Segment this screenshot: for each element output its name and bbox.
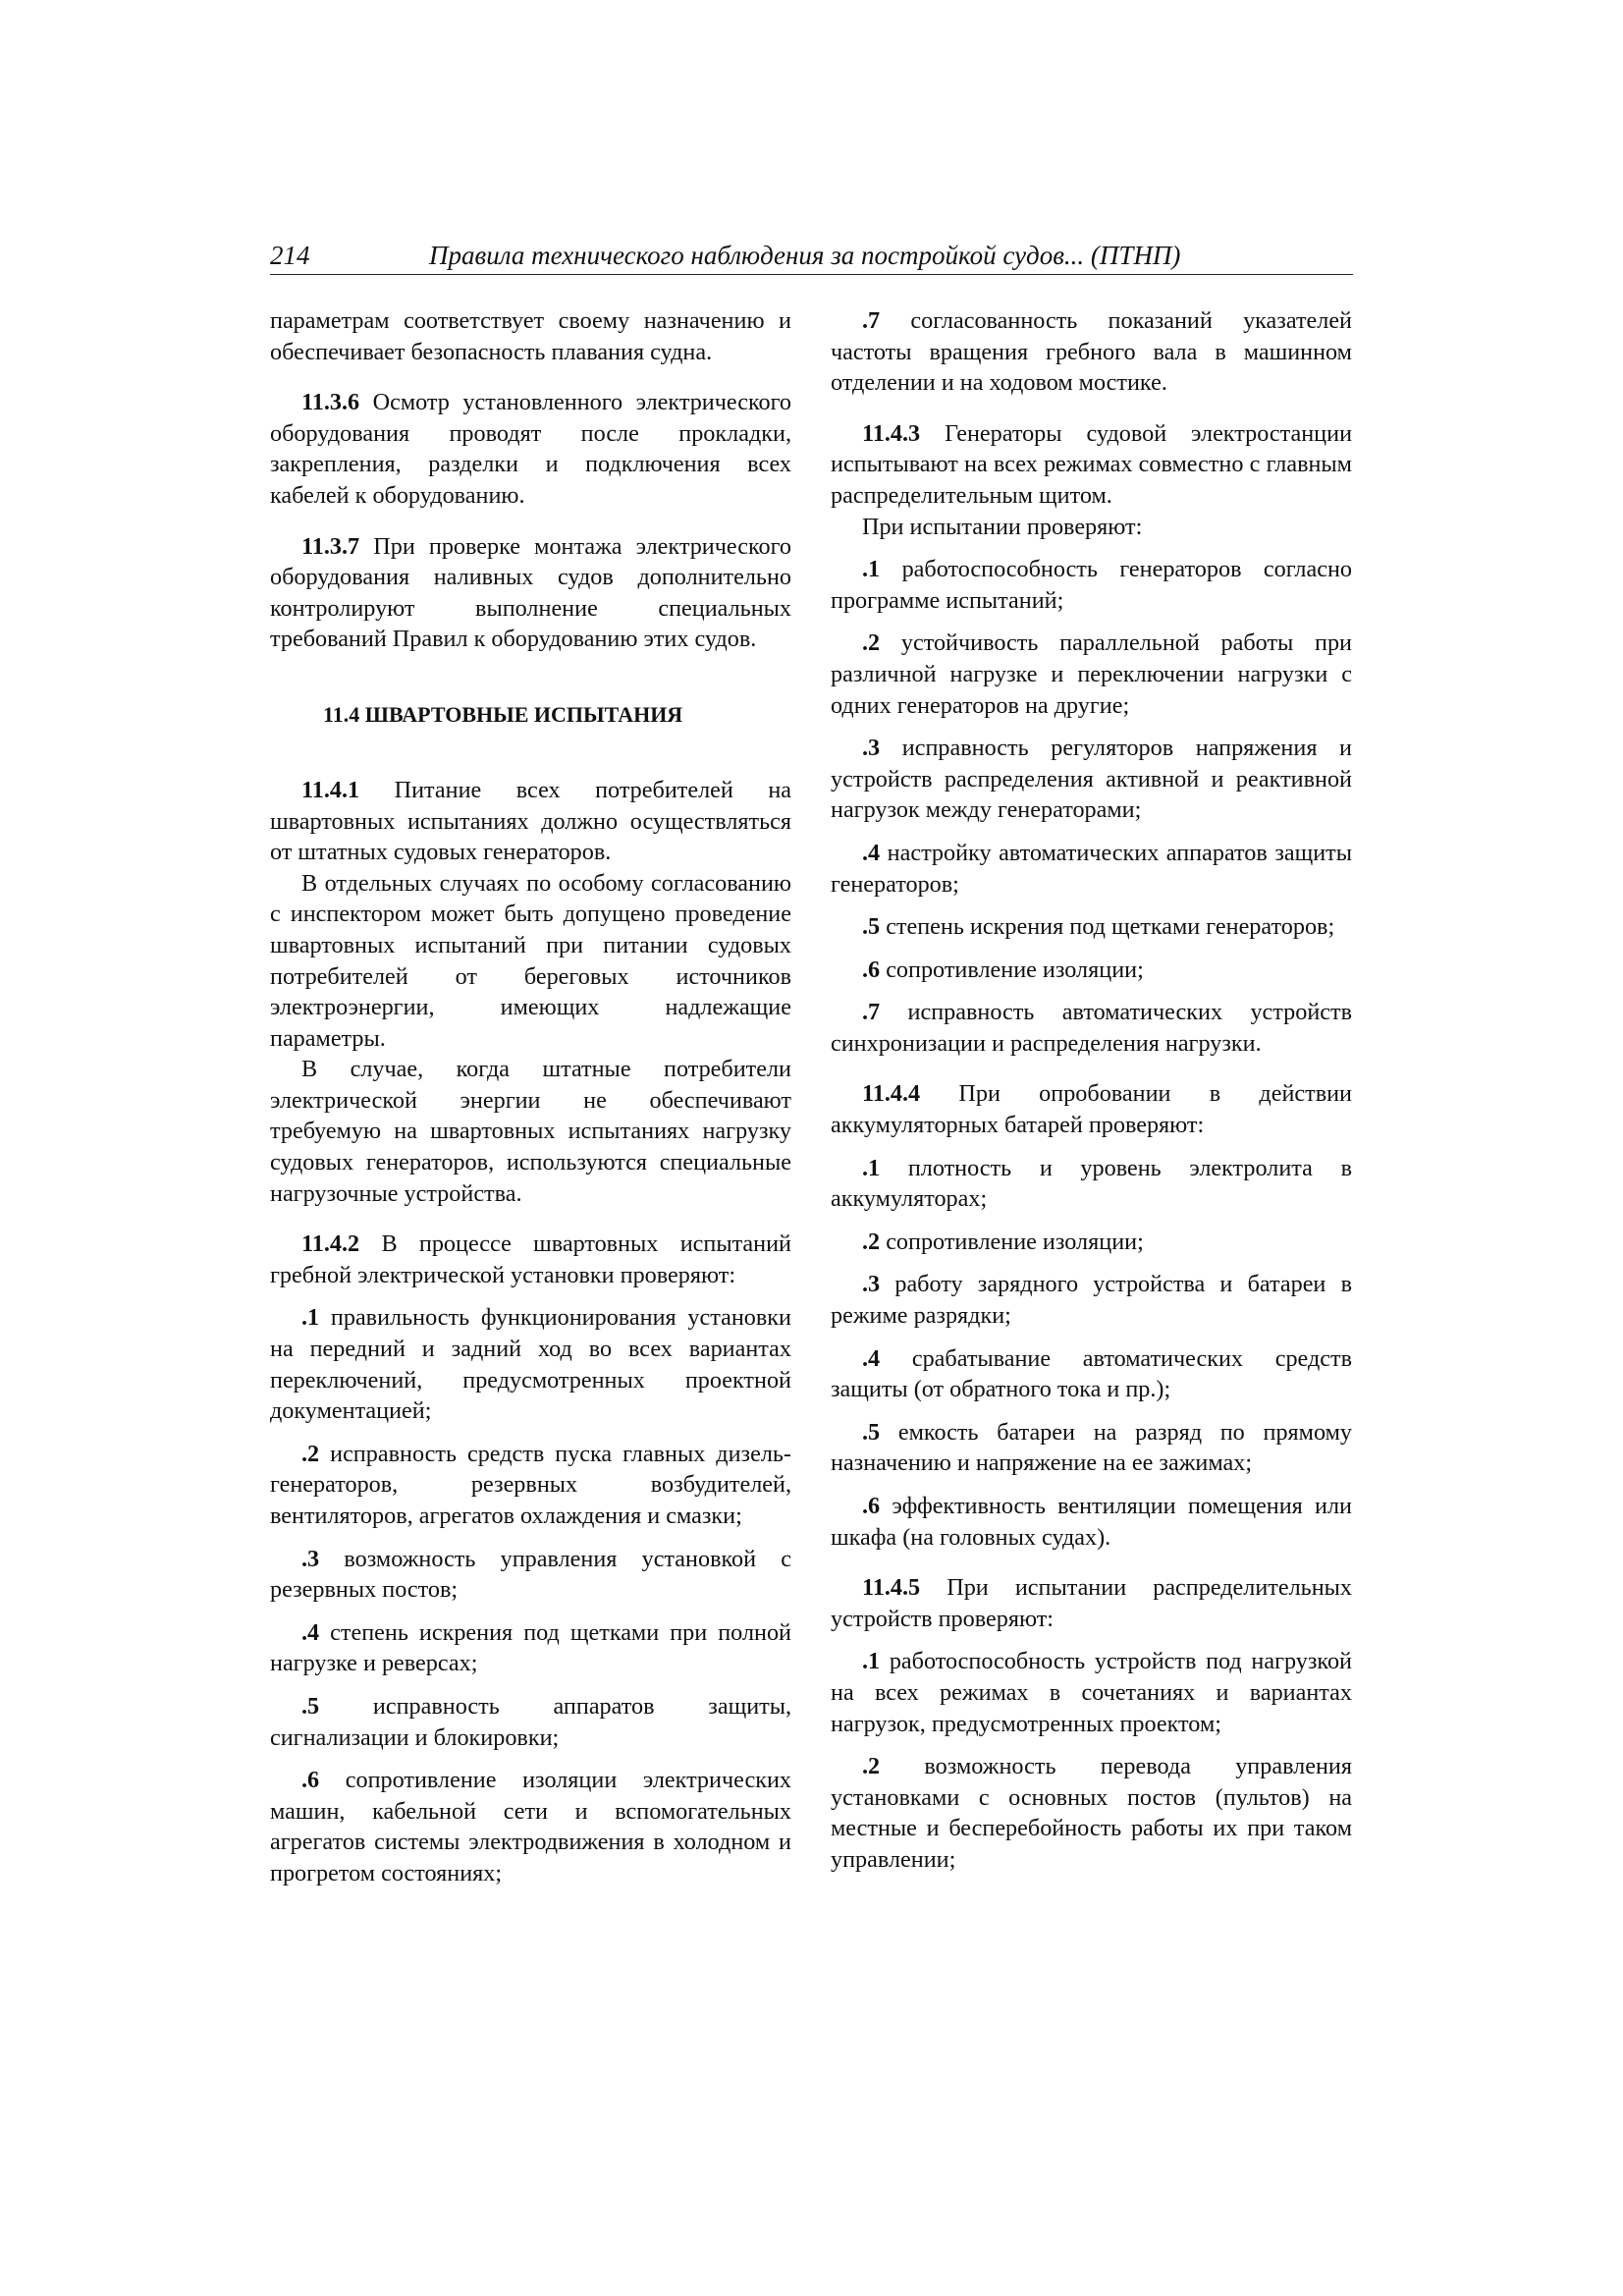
item-text: настройку автоматических аппаратов защиты генераторов; [831,839,1353,898]
list-item [831,1646,1352,1739]
item-number: .2 [301,1440,320,1467]
list-item [270,1302,791,1426]
item-number: .6 [862,1493,881,1519]
paragraph-11-4-5: 11.4.5 При испытании распределительных устройств проверяют: [831,1574,1352,1632]
list-item [270,1617,791,1679]
running-title: Правила технического наблюдения за постройкой судов... (ПТНП) [429,241,1181,270]
item-number: .1 [862,1154,881,1181]
list-item [831,1417,1352,1479]
item-number: .5 [862,1418,881,1446]
clause-number: 11.4.1 [301,776,360,803]
list-item [831,733,1352,826]
list-item [831,955,1352,986]
item-number: .3 [301,1545,320,1572]
item-number: .6 [301,1767,320,1794]
clause-number: 11.3.6 [301,389,360,416]
item-number: .2 [862,629,881,657]
item-number: .5 [301,1692,320,1720]
item-text: возможность перевода управления установками с основных постов (пультов) на местные и бесперебойность работы их при таком управлении; [831,1753,1353,1873]
item-number: .2 [862,1753,881,1780]
item-text: работу зарядного устройства и батареи в режиме разрядки; [831,1271,1352,1330]
paragraph-11-4-4: 11.4.4 При опробовании в действии аккумуляторных батарей проверяют: [831,1080,1353,1139]
item-number: .1 [862,1648,881,1675]
list-item [831,1751,1352,1875]
item-text: работоспособность устройств под нагрузкой на всех режимах в сочетаниях и вариантах нагрузок, предусмотренных проектом; [831,1648,1352,1737]
list-item [831,554,1352,616]
list-item [270,1765,791,1888]
item-text: возможность управления установкой с резервных постов; [270,1545,791,1604]
list-11-4-2 [270,1302,791,1888]
item-number: .4 [862,1344,881,1372]
item-text: устойчивость параллельной работы при различной нагрузке и переключении нагрузки с одних генераторов на другие; [831,629,1352,719]
item-text: степень искрения под щетками генераторов; [886,913,1335,941]
right-column [831,305,1352,1876]
clause-number: 11.4.4 [862,1080,921,1108]
paragraph-11-4-1-b: В отдельных случаях по особому согласованию с инспектором может быть допущено проведение швартовных испытаний при питании судовых потребителей от береговых источников электроэнергии, имеющих надлежащие параметры. [270,869,791,1052]
list-item [831,1227,1352,1258]
list-11-4-3 [831,554,1352,1059]
list-item [831,838,1352,900]
list-11-4-4 [831,1153,1352,1554]
list-item [270,1691,791,1753]
item-number: .3 [862,1271,881,1298]
running-header [270,241,1353,275]
list-item [831,911,1352,943]
list-item [270,1439,791,1532]
clause-number: 11.3.7 [301,532,360,560]
item-text: емкость батареи на разряд по прямому назначению и напряжение на ее зажимах; [831,1418,1352,1477]
paragraph-11-4-3: 11.4.3 Генераторы судовой электростанции испытывают на всех режимах совместно с главным распределительным щитом. [831,419,1353,509]
item-text: работоспособность генераторов согласно программе испытаний; [831,556,1353,614]
item-number: .2 [862,1228,881,1255]
item-text: исправность средств пуска главных дизель-генераторов, резервных возбудителей, вентиляторов, агрегатов охлаждения и смазки; [270,1440,791,1529]
left-column [270,305,791,1889]
item-text: правильность функционирования установки на передний и задний ход во всех вариантах переключений, предусмотренных проектной документацией; [270,1304,791,1425]
list-item [831,628,1352,721]
item-number: .4 [862,839,881,866]
item-number: .3 [862,735,881,762]
item-number: .1 [862,556,881,583]
item-text: степень искрения под щетками при полной нагрузке и реверсах; [270,1618,791,1677]
item-text: исправность регуляторов напряжения и устройств распределения активной и реактивной нагрузок между генераторами; [831,735,1353,824]
list-item [831,1269,1352,1331]
paragraph-11-3-6: 11.3.6 Осмотр установленного электрического оборудования проводят после прокладки, закрепления, разделки и подключения всех кабелей к оборудованию. [270,389,791,509]
item-text: срабатывание автоматических средств защиты (от обратного тока и пр.); [831,1344,1352,1403]
paragraph-11-3-7: 11.3.7 При проверке монтажа электрического оборудования наливных судов дополнительно контролируют выполнение специальных требований Правил к оборудованию этих судов. [270,532,792,653]
paragraph-11-4-3-b: При испытании проверяют: [862,513,1143,540]
paragraph-continuation: параметрам соответствует своему назначению и обеспечивает безопасность плавания судна. [270,307,791,365]
item-number: .7 [862,999,881,1026]
clause-number: 11.4.3 [862,419,921,447]
item-number: .6 [862,956,881,983]
list-item [831,1491,1352,1553]
item-text: исправность автоматических устройств синхронизации и распределения нагрузки. [831,999,1352,1057]
item-number: .4 [301,1618,320,1646]
item-text: сопротивление изоляции; [886,956,1144,983]
page-number: 214 [270,241,310,270]
item-number: .7 [862,307,881,334]
item-text: сопротивление изоляции; [886,1228,1144,1255]
item-text: исправность аппаратов защиты, сигнализации и блокировки; [270,1692,792,1751]
item-text: плотность и уровень электролита в аккумуляторах; [831,1154,1352,1213]
item-number: .5 [862,913,881,941]
item-number: .1 [301,1304,320,1332]
clause-number: 11.4.2 [301,1230,360,1258]
paragraph-11-4-1-c: В случае, когда штатные потребители электрической энергии не обеспечивают требуемую на швартовных испытаниях нагрузку судовых генераторов, используются специальные нагрузочные устройства. [270,1056,791,1207]
list-11-4-5 [831,1646,1352,1875]
list-item [270,1544,791,1606]
list-item-continuation: .7 согласованность показаний указателей частоты вращения гребного вала в машинном отделении и на ходовом мостике. [831,307,1352,397]
paragraph-11-4-1: 11.4.1 Питание всех потребителей на швартовных испытаниях должно осуществляться от штатных судовых генераторов. [270,776,791,866]
list-item [831,997,1352,1059]
section-heading-11-4: 11.4 ШВАРТОВНЫЕ ИСПЫТАНИЯ [323,701,683,727]
list-item [831,1153,1352,1215]
list-item [831,1343,1352,1405]
clause-number: 11.4.5 [862,1574,921,1602]
item-text: эффективность вентиляции помещения или шкафа (на головных судах). [831,1493,1352,1551]
item-text: сопротивление изоляции электрических машин, кабельной сети и вспомогательных агрегатов системы электродвижения в холодном и прогретом состояниях; [270,1767,792,1886]
paragraph-11-4-2: 11.4.2 В процессе швартовных испытаний гребной электрической установки проверяют: [270,1230,792,1288]
